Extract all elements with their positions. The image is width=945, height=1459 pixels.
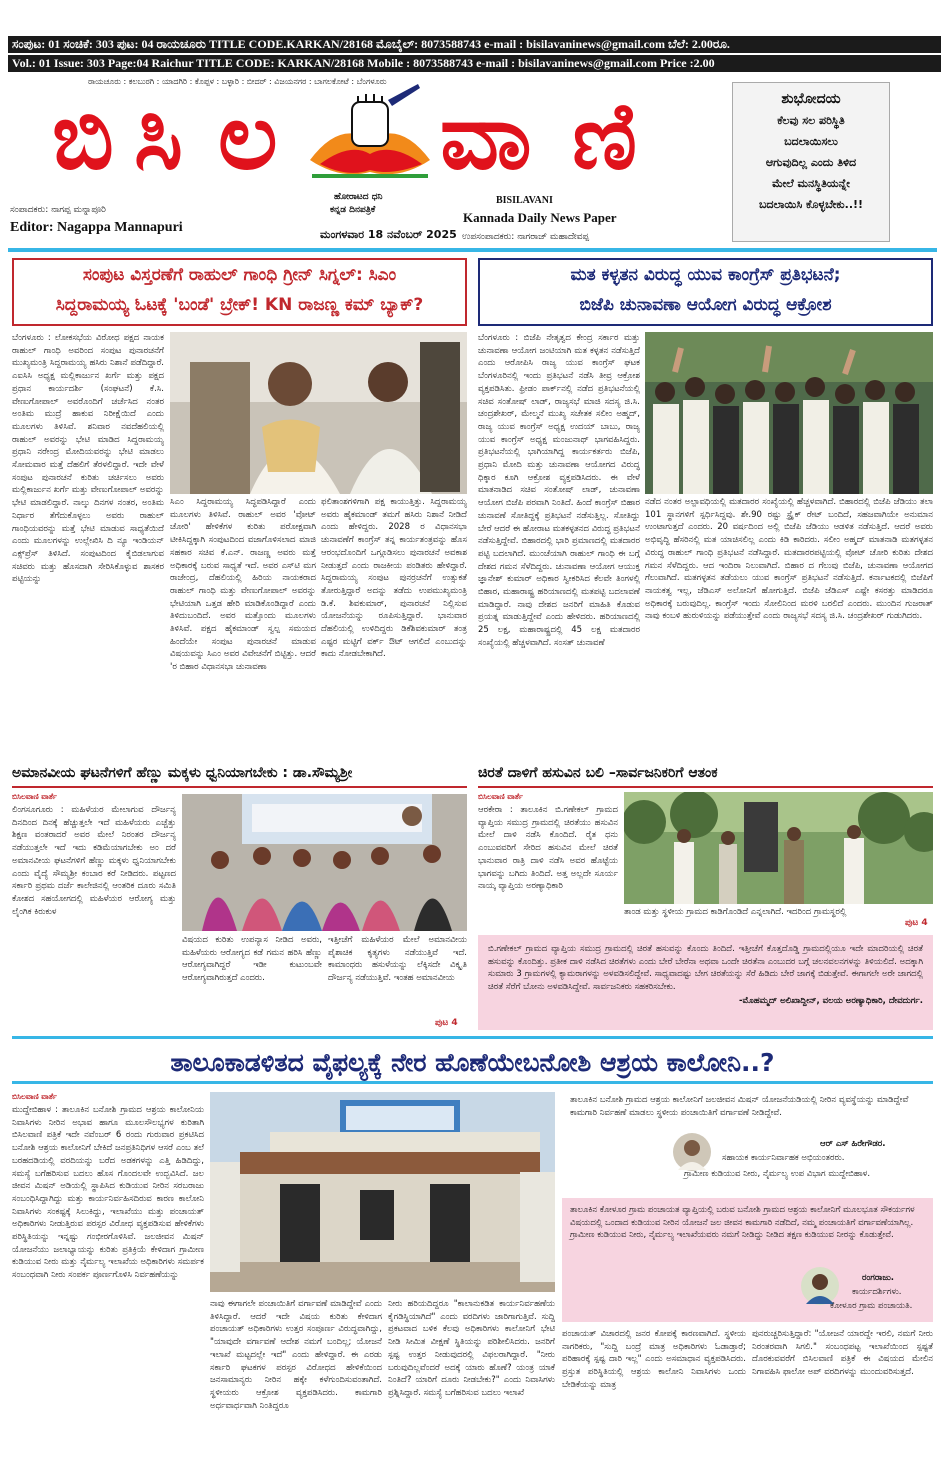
official-statement-box <box>478 935 933 1030</box>
thought-of-day-box <box>732 82 890 242</box>
tagline-daily: ಕನ್ನಡ ದಿನಪತ್ರಿಕೆ <box>330 205 376 215</box>
fist-pen-emblem <box>300 80 440 190</box>
thought-title: ಶುಭೋದಯ <box>781 91 841 107</box>
masthead-letter: ಣಿ <box>572 82 634 190</box>
headline-line: ಸಂಪುಟ ವಿಸ್ತರಣೆಗೆ ರಾಹುಲ್ ಗಾಂಧಿ ಗ್ರೀನ್ ಸಿಗ್ನಲ್: ಸಿಎಂ <box>82 265 397 285</box>
masthead-letter: ಬಿ <box>52 82 110 190</box>
story4-caption: ತಾಂಡ ಮತ್ತು ಸ್ಥಳೀಯ ಗ್ರಾಮದ ಕಾಡಿಗೊಂಡಿದೆ ಎನ್ನಲಾಗಿದೆ. ಇದರಿಂದ ಗ್ರಾಮಸ್ಥರಲ್ಲಿ <box>624 907 847 917</box>
issue-date: ಮಂಗಳವಾರ 18 ನವೆಂಬರ್ 2025 <box>320 228 457 241</box>
masthead-letter: ಲ <box>218 82 274 190</box>
thought-line: ಬದಲಾಯಿಸಲು <box>784 135 838 148</box>
continued-label: ಪುಟ 4 <box>435 1018 458 1028</box>
quote-role: ಸಹಾಯಕ ಕಾರ್ಯನಿರ್ವಾಹಕ ಅಭಿಯಂತರರು. <box>722 1153 845 1163</box>
protest-photo-image <box>645 332 933 494</box>
quote-text: ತಾಲೂಕಿನ ಕೋಳೂರ ಗ್ರಾಮ ಪಂಚಾಯತ ವ್ಯಾಪ್ತಿಯಲ್ಲಿ ಬರುವ ಬನೋಶಿ ಗ್ರಾಮದ ಆಶ್ರಯ ಕಾಲೋನಿಗೆ ಮೂಲಭೂತ ಸೌಕರ್ಯಗಳ ವಿಷಯದಲ್ಲಿ ಒಂದಾದ ಕುಡಿಯುವ ನೀರಿನ ಯೋಜನೆ ಜಲ ಜೀವನ ಕಾಮಗಾರಿ ನಡೆದಿದೆ, ನಮ್ಮ ಪಂಚಾಯತಿಗೆ ವರ್ಗಾವಣೆಯಾಗಿಲ್ಲ. ಗ್ರಾಮೀಣ ಕುಡಿಯುವ ನೀರು, ನೈರ್ಮಲ್ಯ ಇಲಾಖೆಯವರು ನಮಗೆ ನೀಡಿದ್ದು ನೀಡಿದ ತಕ್ಷಣ ಕುಡಿಯುವ ನೀರನ್ನು ಕೊಡುತ್ತೇವೆ. <box>570 1205 915 1241</box>
brand-english: BISILAVANI <box>496 195 553 206</box>
story3-column: ಇತ್ತೀಚೆಗೆ ಮಹಿಳೆಯರ ಮೇಲೆ ಅಮಾನವೀಯ ಪೈಶಾಚಿಕ ಕೃತ್ಯಗಳು ನಡೆಯುತ್ತಿವೆ ಇದೆ. ಕಾಮಾಂಧರು ಹಸುಳೆಯನ್ನು ಲೆಕ್ಕಿಸದೇ ವಿಕ್ಕೃತಿ ದೌರ್ಜನ್ಯ ನಡೆಯುತ್ತಿವೆ. ಇಂತಹ ಅಮಾನವೀಯ <box>328 935 467 984</box>
byline: ಬಿಸಿಲವಾಣಿ ವಾರ್ತೆ <box>478 792 523 801</box>
story2-column: ನಡೆದ ನಂತರ ಅಲ್ಪಾವಧಿಯಲ್ಲಿ ಮತದಾರರ ಸಂಖ್ಯೆಯಲ್ಲಿ ಹೆಚ್ಚಳವಾಗಿದೆ. ಬಿಹಾರದಲ್ಲಿ ಬಿಜೆಪಿ ಜೆಡಿಯು ತಲಾ 101 ಸ್ಥಾನಗಳಿಗೆ ಸ್ಪರ್ಧಿಸಿದ್ದವು. ಶೇ.90 ರಷ್ಟು ಸ್ಟ್ರೈಕ್ ರೇಟ್ ಬಂದಿದೆ, ಸಹಜವಾಗಿಯೇ ಅನುಮಾನ ಉಂಟಾಗುತ್ತದೆ ಎಂದರು. 20 ವರ್ಷದಿಂದ ಅಲ್ಲಿ ಬಿಜೆಪಿ ಜೆಡಿಯು ಆಡಳಿತ ನಡೆಸುತ್ತಿದೆ. ಆದರೆ ಅವರು ಅಭಿವೃದ್ಧಿ ಹೆಸರಿನಲ್ಲಿ ಮತ ಯಾಚಿಸಲಿಲ್ಲ ಎಂದು ಕಿಡಿ ಕಾರಿದರು. ಸಲೀಂ ಅಹ್ಮದ್ ಮಾತನಾಡಿ ಮತಗಳ್ಳತನ ವಿರುದ್ಧ ರಾಹುಲ್ ಗಾಂಧಿ ಪ್ರತಿಭಟನೆ ನಡೆಸಿದ್ದಾರೆ. ಮತದಾರರಪಟ್ಟಿಯಲ್ಲಿ ವೋಟ್ ಚೋರಿ ಕುರಿತು ದೇಶದ ಗಮನ ಸೆಳೆದಿದ್ದರು. ಆದ ಇಂದಿರಾ ನಿಲುವಾಗಿದೆ. ಬಿಹಾರ ದ ಗೆಲುವು ಬಿಜೆಪಿ, ಚುನಾವಣಾ ಆಯೋಗದ ಗೆಲುವಾಗಿದೆ. ಮತಗಳ್ಳತನ ತಡೆಯಲು ಯುವ ಕಾಂಗ್ರೆಸ್ ಪ್ರತಿಭಟನೆ ನಡೆಸುತ್ತಿದೆ. ಕರ್ನಾಟಕದಲ್ಲಿ ಬಿಜೆಪಿಗೆ ನಾಯಕತ್ವ ಇಲ್ಲ, ಜೆಡಿಎಸ್ ಅಲೋನಿಗೆ ಹೋಗುತ್ತಿದೆ. ಬಿಜೆಪಿ ಜೆಡಿಎಸ್ ಎಷ್ಟೇ ಕಸರತ್ತು ಮಾಡಿದರೂ ಅಧಿಕಾರಕ್ಕೆ ಬರುವುದಿಲ್ಲ. ಕಾಂಗ್ರೆಸ್ ಇಂದು ಸೋಲಿನಿಂದ ಮರಳಿ ಬರಲಿದೆ ಎಂದರು. ಮುಂದಿನ ಗುಜರಾತ್ ನಾವು ಕಂಬಳಿ ಹುರುಳಿಯನ್ನು ಪಡೆಯುತ್ತೇವೆ ಎಂದು ರಾಜ್ಯಸಭೆ ಸದಸ್ಯ ಜಿ.ಸಿ. ಚಂದ್ರಶೇಖರ್ ಗುಡುಗಿದರು. <box>645 497 933 622</box>
thought-line: ಮೇಲೆ ಮನಸ್ಥಿತಿಯನ್ನೇ <box>772 177 850 190</box>
topline-kannada: ಸಂಪುಟ: 01 ಸಂಚಿಕೆ: 303 ಪುಟ: 04 ರಾಯಚೂರು TITLE CODE.KARKAN/28168 ಮೊಬೈಲ್: 8073588743 e-mail : bisilavaninews@gmail.com ಬೆಲೆ: 2.00ರೂ. <box>8 36 941 53</box>
story4-photo <box>624 792 933 904</box>
masthead-letter: ವಾ <box>440 82 528 190</box>
official-quote-box-1 <box>562 1088 933 1192</box>
brand-english-sub: Kannada Daily News Paper <box>463 210 617 225</box>
topline-english: Vol.: 01 Issue: 303 Page:04 Raichur TITLE CODE: KARKAN/28168 Mobile : 8073588743 e-mail : bisilavaninews@gmail.com Price :2.00 <box>8 55 941 72</box>
thought-line: ಬದಲಾಯಿಸಿ ಕೊಳ್ಳಬೇಕು..!! <box>758 198 864 211</box>
story5-column: ನಾವು ಈಗಾಗಲೇ ಪಂಚಾಯಿತಿಗೆ ವರ್ಗಾವಣೆ ಮಾಡಿದ್ದೇವೆ ಎಂದು ತಿಳಿಸಿದ್ದಾರೆ. ಆದರೆ ಇದೇ ವಿಷಯ ಕುರಿತು ಕೇಳಿದಾಗ ಪಂಚಾಯತ್ ಅಧಿಕಾರಿಗಳು ಉತ್ತರ ಸಂಪೂರ್ಣ ವಿರುದ್ಧವಾಗಿದ್ದು, "ಯಾವುದೇ ವರ್ಗಾವಣೆ ಆದೇಶ ನಮಗೆ ಬಂದಿಲ್ಲ; ಯೋಜನೆ ಇಲಾಖೆ ಮಟ್ಟದಲ್ಲೇ ಇದೆ" ಎಂದು ಹೇಳಿದ್ದಾರೆ. ಈ ಎರಡು ಸರ್ಕಾರಿ ಘಟಕಗಳ ಪರಸ್ಪರ ವಿರೋಧದ ಹೇಳಿಕೆಯಿಂದ ಜನಸಾಮಾನ್ಯರು ನೀರಿನ ಹಕ್ಕೇ ಕಳೆಗುಂದಿಸುವಂತಾಗಿದೆ. ಸ್ಥಳೀಯರು ಆಕ್ರೋಶ ವ್ಯಕ್ತಪಡಿಸಿದರು. ಕಾಮಗಾರಿ ಅರ್ಧವಾರ್ಧವಾಗಿ ನಿಂತಿದ್ದರೂ <box>210 1299 382 1411</box>
story3-headline: ಅಮಾನವೀಯ ಘಟನೆಗಳಿಗೆ ಹೆಣ್ಣು ಮಕ್ಕಳು ಧ್ವನಿಯಾಗಬೇಕು : ಡಾ.ಸೌಮ್ಯಶ್ರೀ <box>12 765 353 781</box>
story3-column: ವಿಷಯದ ಕುರಿತು ಉಪನ್ಯಾಸ ನೀಡಿದ ಅವರು, ಮಹಿಳೆಯರು ಆರೋಗ್ಯದ ಕಡೆ ಗಮನ ಹರಿಸಿ ಹೆಣ್ಣು ಆರೋಗ್ಯವಾಗಿದ್ದರೆ ಇಡೀ ಕುಟುಂಬವೇ ಆರೋಗ್ಯವಾಗಿರುತ್ತದೆ ಎಂದರು. <box>182 935 322 984</box>
statement-text: ಬಿ.ಗಣೇಕಲ್ ಗ್ರಾಮದ ವ್ಯಾಪ್ತಿಯ ಸಮುದ್ರ ಗ್ರಾಮದಲ್ಲಿ ಚಿರತೆ ಹಸುವನ್ನು ಕೊಂದು ತಿಂದಿದೆ. ಇತ್ತೀಚೆಗೆ ಕೊತ್ತದೊಡ್ಡಿ ಗ್ರಾಮದಲ್ಲಿಯೂ ಇದೇ ಮಾದರಿಯಲ್ಲಿ ಚಿರತೆ ಹಸುವನ್ನು ಕೊಂದಿತ್ತು. ಪ್ರತೀಕ ದಾಳಿ ನಡೆಸಿದ ಚಿರತೆಗಳು ಎಂದು ಬೇರೆ ಬೇರೆನಾ ಅಥವಾ ಒಂದೇ ಚಿರತೆನಾ ಎಂಬುದರ ಬಗ್ಗೆ ಚಲನವಲನಗಳನ್ನು ತಿಳಿಯಲಿದೆ. ಅದಕ್ಕಾಗಿ ಸುಮಾರು 3 ಗ್ರಾಮಗಳಲ್ಲಿ ಕ್ಯಾಮರಾಗಳನ್ನು ಅಳವಡಿಸಲಿದ್ದೇವೆ. ಸಾಧ್ಯವಾದಷ್ಟು ಬೇಗ ಚಿರತೆಯನ್ನು ಸೆರೆ ಹಿಡಿದು ಬೇರೆ ಜಾಗಕ್ಕೆ ಬಿಡುತ್ತೇವೆ. ಈಗಾಗಲೇ ಅರೇ ಜಾಗದಲ್ಲಿ ಚಿರತೆ ಸೆರೆಗೆ ಬೋನು ಅಳವಡಿಸಿದ್ದೇವೆ. ಸಾರ್ವಜನಿಕರು ಸಹಕರಿಸಬೇಕು. <box>488 944 923 992</box>
divider <box>478 786 933 788</box>
story5-column: ನೀರು ಹರಿಯದಿದ್ದರೂ "ಕಾಲಾನುಕಡಿತ ಕಾರ್ಯನಿರ್ವಹಣೆಯ ಕೈಗಡಿಸ್ಥಿಯಾಗಿದೆ" ಎಂದು ವರದಿಗಳು ಜಾರಿಗಾಗುತ್ತಿವೆ. ಸುದ್ದಿ ಪ್ರಕಟವಾದ ಬಳಿಕ ಕೆಲವು ಅಧಿಕಾರಿಗಳು ಕಾಲೋನಿಗೆ ಭೇಟಿ ನೀಡಿ ಸೀಮಿತ ವೀಕ್ಷಣೆ ಸ್ಥಿತಿಯನ್ನು ಪರಿಶೀಲಿಸಿದರು. ಜನರಿಗೆ ಸ್ಪಷ್ಟ ಉತ್ತರ ನೀಡುವುದರಲ್ಲಿ ವಿಫಲರಾಗಿದ್ದಾರೆ. "ನೀರು ಬರುವುದಿಲ್ಲವೆಂದರೆ ಅದಕ್ಕೆ ಯಾರು ಹೊಣೆ? ಯಂತ್ರ ಯಾಕೆ ನಿಂತಿದೆ? ಯಾರಿಗೆ ದೂರು ನೀಡಬೇಕು?" ಎಂದು ನಿವಾಸಿಗಳು ಪ್ರಶ್ನಿಸಿದ್ದಾರೆ. ಸಮಸ್ಯೆ ಬಗೆಹರಿಸುವ ಬದಲು ಇಲಾಖೆ <box>388 1299 555 1398</box>
divider <box>12 786 467 788</box>
leaders-photo-image <box>170 332 467 494</box>
story2-photo <box>645 332 933 494</box>
story1-column: ಬೆಂಗಳೂರು : ಲೋಕಸಭೆಯ ವಿರೋಧ ಪಕ್ಷದ ನಾಯಕ ರಾಹುಲ್ ಗಾಂಧಿ ಅವರಿಂದ ಸಂಪುಟ ಪುನಾರಚನೆಗೆ ಮುಖ್ಯಮಂತ್ರಿ ಸಿದ್ದರಾಮಯ್ಯ ಹಸಿರು ನಿಶಾನೆ ಪಡೆದಿದ್ದಾರೆ. ಎಐಸಿಸಿ ಅಧ್ಯಕ್ಷ ಮಲ್ಲಿಕಾರ್ಜುನ ಖರ್ಗೆ ಮತ್ತು ಪಕ್ಷದ ಪ್ರಧಾನ ಕಾರ್ಯದರ್ಶಿ (ಸಂಘಟನೆ) ಕೆ.ಸಿ. ವೇಣುಗೋಪಾಲ್ ಅವರೊಂದಿಗೆ ಚರ್ಚೆಸಿದ ನಂತರ ಅಂತಿಮ ಮುದ್ರೆ ಹಾಕುವ ನಿರೀಕ್ಷೆಯಿದೆ ಎಂದು ಮೂಲಗಳು ತಿಳಿಸಿವೆ. ಶನಿವಾರ ನವದೆಹಲಿಯಲ್ಲಿ ರಾಹುಲ್ ಅವರನ್ನು ಭೇಟಿ ಮಾಡಿದ ಸಿದ್ದರಾಮಯ್ಯ ಪ್ರಧಾನಿ ನರೇಂದ್ರ ಮೋದಿಯವರನ್ನು ಭೇಟಿ ಮಾಡಲು ಸೋಮವಾರ ಮತ್ತೆ ದೆಹಲಿಗೆ ತೆರಳಲಿದ್ದಾರೆ. ಇದೇ ವೇಳೆ ಸಂಪುಟ ಪುನಾರಚನೆ ಕುರಿತು ಚರ್ಚಿಸಲು ಅವರು ಮಲ್ಲಿಕಾರ್ಜುನ ಖರ್ಗೆ ಮತ್ತು ವೇಣುಗೋಪಾಲ್ ಅವರನ್ನು ಭೇಟಿ ಮಾಡಲಿದ್ದಾರೆ. ನಾಲ್ಕು ದಿನಗಳ ನಂತರ, ಅಂತಿಮ ನಿರ್ಧಾರ ತೆಗೆದುಕೊಳ್ಳಲು ಅವರು ರಾಹುಲ್ ಗಾಂಧಿಯವರನ್ನು ಮತ್ತೆ ಭೇಟಿ ಮಾಡುವ ಸಾಧ್ಯತೆಯಿದೆ ಎಂದು ಮೂಲಗಳನ್ನು ಉಲ್ಲೇಖಿಸಿ ದಿ ನ್ಯೂ ಇಂಡಿಯನ್ ಎಕ್ಸ್‌ಪ್ರೆಸ್ ತಿಳಿಸಿದೆ. ಸಂಪುಟದಿಂದ ಕೈಬಿಡಲಾಗುವ ಸಚಿವರು ಮತ್ತು ಹೊಸದಾಗಿ ಸೇರಿಸಿಕೊಳ್ಳುವ ಶಾಸಕರ ಪಟ್ಟಿಯನ್ನು <box>12 333 164 585</box>
event-photo-image <box>182 794 467 931</box>
continued-label: ಪುಟ 4 <box>905 918 928 928</box>
story3-column: ಲಿಂಗಸೂಗೂರು : ಮಹಿಳೆಯರ ಮೇಲಾಗುವ ದೌರ್ಜನ್ಯ ದಿನದಿಂದ ದಿನಕ್ಕೆ ಹೆಚ್ಚುತ್ತಲೇ ಇದೆ ಮಹಿಳೆಯರು ಎಚ್ಚೆತ್ತು ಶಿಕ್ಷಣ ವಂತರಾದರೆ ಅವರ ಮೇಲೆ ನಿರಂತರ ದೌರ್ಜನ್ಯ ನಡೆಯುತ್ತಲೇ ಇದೆ ಇದು ಕಡಿಮೆಯಾಗಬೇಕು ಅಂ ದರೆ ಅಮಾನವೀಯ ಘಟನೆಗಳಿಗೆ ಹೆಣ್ಣು ಮಕ್ಕಳು ಧ್ವನಿಯಾಗಬೇಕು ಎಂದು ವೈದ್ಯೆ ಸೌಮ್ಯಶ್ರೀ ಕಂಬಾರ ಕರೆ ನೀಡಿದರು. ಪಟ್ಟಣದ ಸರ್ಕಾರಿ ಪ್ರಥಮ ದರ್ಜೆ ಕಾಲೇಜಿನಲ್ಲಿ ಆಂತರಿಕ ದೂರು ಸಮಿತಿ ಕೋಶದ ಸಹಯೋಗದಲ್ಲಿ ಮಹಿಳೆಯರ ಆರೋಗ್ಯ ಮತ್ತು ಲೈಂಗಿಕ ಕಿರುಕುಳ <box>12 805 176 917</box>
story5-photo <box>210 1092 555 1292</box>
story3-photo <box>182 794 467 931</box>
headline-line: ಬಿಜೆಪಿ ಚುನಾವಣಾ ಆಯೋಗ ವಿರುದ್ಧ ಆಕ್ರೋಶ <box>579 295 832 315</box>
byline: ಬಿಸಿಲವಾಣಿ ವಾರ್ತೆ <box>12 1092 57 1101</box>
sub-editor: ಉಪಸಂಪಾದಕರು: ನಾಗರಾಜ್ ಮಹಾದೇವಪ್ಪ <box>462 232 589 242</box>
quote-name: ರಂಗರಾಜು. <box>862 1273 895 1283</box>
quote-role: ಕಾರ್ಯದರ್ಶಿಗಳು. <box>852 1287 902 1297</box>
tagline: ಹೋರಾಟದ ಧನಿ <box>334 192 383 202</box>
story2-headline <box>478 258 933 326</box>
thought-line: ಕೆಲವು ಸಲ ಪರಿಸ್ಥಿತಿ <box>777 114 845 127</box>
statement-signature: -ಮೊಹಮ್ಮದ್ ಅಲಿಖಾದ್ದೀನ್, ವಲಯ ಅರಣ್ಯಾಧಿಕಾರಿ, ದೇವದುರ್ಗ. <box>739 996 923 1006</box>
thought-line: ಆಗುವುದಿಲ್ಲ ಎಂದು ತಿಳಿದ <box>765 156 857 169</box>
editor-english: Editor: Nagappa Mannapuri <box>10 220 183 235</box>
story2-column: ಬೆಂಗಳೂರು : ಬಿಜೆಪಿ ನೇತೃತ್ವದ ಕೇಂದ್ರ ಸರ್ಕಾರ ಮತ್ತು ಚುನಾವಣಾ ಆಯೋಗ ಜಂಟಿಯಾಗಿ ಮತ ಕಳ್ಳತನ ನಡೆಸುತ್ತಿದೆ ಎಂದು ಆರೋಪಿಸಿ ರಾಜ್ಯ ಯುವ ಕಾಂಗ್ರೆಸ್ ಘಟಕ ಬೆಂಗಳೂರಿನಲ್ಲಿ ಇಂದು ಪ್ರತಿಭಟನೆ ನಡೆಸಿ ತೀವ್ರ ಆಕ್ರೋಶ ವ್ಯಕ್ತಪಡಿಸಿತು. ಫ್ರೀಡಂ ಪಾರ್ಕ್‌ನಲ್ಲಿ ನಡೆದ ಪ್ರತಿಭಟನೆಯಲ್ಲಿ ಸಚಿವ ಸಂತೋಷ್ ಲಾಡ್, ರಾಜ್ಯಸಭೆ ಮಾಜಿ ಸದಸ್ಯ ಜಿ.ಸಿ. ಚಂದ್ರಶೇಖರ್, ಮೇಲ್ಮನೆ ಮುಖ್ಯ ಸಚೇತಕ ಸಲೀಂ ಅಹ್ಮದ್, ರಾಜ್ಯ ಯುವ ಕಾಂಗ್ರೆಸ್ ಅಧ್ಯಕ್ಷ ಉದಯ್ ಬಾಬು, ರಾಜ್ಯ ಯುವ ಕಾಂಗ್ರೆಸ್ ಅಧ್ಯಕ್ಷ ಮಂಜುನಾಥ್ ಭಾಗವಹಿಸಿದ್ದರು. ಪ್ರತಿಭಟನೆಯಲ್ಲಿ ಭಾಗಿಯಾಗಿದ್ದ ಕಾರ್ಯಕರ್ತರು ಬಿಜೆಪಿ, ಪ್ರಧಾನಿ ಮೋದಿ ಮತ್ತು ಚುನಾವಣಾ ಆಯೋಗದ ವಿರುದ್ಧ ಧಿಕ್ಕಾರ ಕೂಗಿ ಆಕ್ರೋಶ ವ್ಯಕ್ತಪಡಿಸಿದರು. ಈ ವೇಳೆ ಮಾತನಾಡಿದ ಸಚಿವ ಸಂತೋಷ್ ಲಾಡ್, ಚುನಾವಣಾ ಆಯೋಗ ಬಿಜೆಪಿ ಪರವಾಗಿ ನಿಂತಿದೆ. ಹಿಂದೆ ಕಾಂಗ್ರೆಸ್ ಬಿಹಾರ ಚುನಾವಣೆ ಸೋತಿದ್ದಕ್ಕೆ ಪ್ರತಿಭಟನೆ ನಡೆಸುತ್ತಿಲ್ಲ. ಸೋತಿದ್ದು ಬೇರೆ ಆದರೆ ಈ ಹೋರಾಟ ಮತಕಳ್ಳತನದ ವಿರುದ್ಧ ಪ್ರತಿಭಟನೆ ನಡೆಸುತ್ತಿದ್ದೇವೆ. ಬಿಹಾರದಲ್ಲಿ ಭಾರಿ ಪ್ರಮಾಣದಲ್ಲಿ ಮತದಾರರ ಪಟ್ಟಿ ಬದಲಾಗಿದೆ. ಮುಂಚೆಯಾಗಿ ರಾಹುಲ್ ಗಾಂಧಿ ಈ ಬಗ್ಗೆ ದೇಶದ ಗಮನ ಸೆಳೆದಿದ್ದರು. ಚುನಾವಣಾ ಆಯೋಗ ಆಯುಕ್ತ ಜ್ಞಾನೇಶ್ ಕುಮಾರ್ ಅಧಿಕಾರ ಸ್ವೀಕರಿಸಿದ ಕೆಲವೇ ತಿಂಗಳಲ್ಲಿ ಬಿಹಾರ, ಮಹಾರಾಷ್ಟ್ರ ಹರಿಯಾಣದಲ್ಲಿ ಮತಪಟ್ಟಿ ಬದಲಾವಣೆ ಮಾಡಿದ್ದಾರೆ. ನಾವು ದೇಶದ ಜನರಿಗೆ ಮಾಹಿತಿ ಕೊಡುವ ಪ್ರಯತ್ನ ಮಾಡುತ್ತಿದ್ದೇವೆ ಎಂದು ಹೇಳಿದರು. ಹರಿಯಾಣದಲ್ಲಿ 25 ಲಕ್ಷ, ಮಹಾರಾಷ್ಟ್ರದಲ್ಲಿ 45 ಲಕ್ಷ ಮತದಾರರ ಸಂಖ್ಯೆಯಲ್ಲಿ ಹೆಚ್ಚಳವಾಗಿದೆ. ಸಂಸತ್ ಚುನಾವಣೆ <box>478 333 640 648</box>
divider <box>8 248 937 252</box>
quote-department: ಗ್ರಾಮೀಣ ಕುಡಿಯುವ ನೀರು, ನೈರ್ಮಲ್ಯ ಉಪ ವಿಭಾಗ ಮುದ್ದೇಬಿಹಾಳ. <box>684 1169 871 1179</box>
byline: ಬಿಸಿಲವಾಣಿ ವಾರ್ತೆ <box>12 792 57 801</box>
quote-text: ತಾಲೂಕಿನ ಬನೋಶಿ ಗ್ರಾಮದ ಆಶ್ರಯ ಕಾಲೋನಿಗೆ ಜಲಜೀವನ ಮಿಷನ್ ಯೋಜನೆಯಡಿಯಲ್ಲಿ ನೀರಿನ ವ್ಯವಸ್ಥೆಯನ್ನು ಮಾಡಿದ್ದೇವೆ ಕಾಮಗಾರಿ ನಿರ್ವಹಣೆ ಮಾಡಲು ಸ್ಥಳೀಯ ಪಂಚಾಯಿತಿಗೆ ವರ್ಗಾವಣೆ ನೀಡಿದ್ದೇವೆ. <box>570 1095 909 1118</box>
story1-column: ಫಲಿತಾಂಶಗಳಿಗಾಗಿ ಪಕ್ಷ ಕಾಯುತ್ತಿತ್ತು. ಸಿದ್ದರಾಮಯ್ಯ ಅವರು ಹೈಕಮಾಂಡ್ ತಮಗೆ ಹಸಿರು ನಿಶಾನೆ ನೀಡಿದೆ ಎಂದು ಹೇಳಿದ್ದರು. 2028 ರ ವಿಧಾನಸಭಾ ಚುನಾವಣೆಗೆ ಕಾಂಗ್ರೆಸ್ ತನ್ನ ಕಾರ್ಯತಂತ್ರವನ್ನು ಹೊಸ ಆರಂಭದೊಂದಿಗೆ ಒಗ್ಗೂಡಿಸಲು ಪುನಾರಚನೆ ಅವಕಾಶ ನೀಡುತ್ತದೆ ಎಂದು ರಾಜಕೀಯ ಪಂಡಿತರು ಹೇಳಿದ್ದಾರೆ. ಸಿದ್ದರಾಮಯ್ಯ ಸಂಪುಟ ಪುನರ್ರಚನೆಗೆ ಉತ್ಸುಕತೆ ತೋರುತ್ತಿದ್ದಾರೆ ಅದನ್ನು ತಡೆದು ಉಪಮುಖ್ಯಮಂತ್ರಿ ಡಿ.ಕೆ. ಶಿವಕುಮಾರ್, ಪುನಾರಚನೆ ನಿಲ್ಲಿಸುವ ಯೋಜನೆಯನ್ನು ರೂಪಿಸುತ್ತಿದ್ದಾರೆ. ಭಾನುವಾರ ದೆಹಲಿಯಲ್ಲಿ ಉಳಿದಿದ್ದರು ಡಿಕೆಶಿವಕುಮಾರ್ ತಂತ್ರ ಎಷ್ಟರ ಮಟ್ಟಿಗೆ ವರ್ಕ್ ಔಟ್ ಆಗಲಿದೆ ಎಂಬುದನ್ನು ಕಾದು ನೋಡಬೇಕಾಗಿದೆ. <box>321 497 467 660</box>
story4-column: ಆರಕೇರಾ : ತಾಲೂಕಿನ ಬಿ.ಗಣೇಕಲ್ ಗ್ರಾಮದ ವ್ಯಾಪ್ತಿಯ ಸಮುದ್ರ ಗ್ರಾಮದಲ್ಲಿ ಚಿರತೆಯು ಹಸುವಿನ ಮೇಲೆ ದಾಳಿ ನಡೆಸಿ ಕೊಂದಿದೆ. ರೈತ ಧನು ಎಂಬುವವರಿಗೆ ಸೇರಿದ ಹಸುವಿನ ಮೇಲೆ ಚಿರತೆ ಭಾನುವಾರ ರಾತ್ರಿ ದಾಳಿ ನಡೆಸಿ ಅವರ ಹೊಟ್ಟೆಯ ಭಾಗವನ್ನು ಬಗಿದು ತಿಂದಿದೆ. ಅತ್ತ ಅಲ್ಲದೇ ಸೂರ್ಯ ನಾಯ್ಕ ವ್ಯಾಪ್ತಿಯ ಅರಣ್ಯಾಧಿಕಾರಿ <box>478 805 618 892</box>
story1-photo <box>170 332 467 494</box>
quote-department: ಕೋಳೂರ ಗ್ರಾಮ ಪಂಚಾಯತಿ. <box>830 1301 913 1311</box>
story5-column: ಪಂಚಾಯತ್ ವಿಚಾರದಲ್ಲಿ ಜನರ ಕೋಪಕ್ಕೆ ಕಾರಣವಾಗಿದೆ. ಸ್ಥಳೀಯ ನಾಗರಿಕರು, "ಸುದ್ದಿ ಬಂದ್ರೆ ಮಾತ್ರ ಅಧಿಕಾರಿಗಳು ಓಡಾಡ್ತಾರೆ; ಪರಿಹಾರಕ್ಕೆ ಸ್ಪಷ್ಟ ದಾರಿ ಇಲ್ಲ" ಎಂದು ಅಸಮಾಧಾನ ವ್ಯಕ್ತಪಡಿಸಿದರು. ಪ್ರಸ್ತುತ ಪರಿಸ್ಥಿತಿಯಲ್ಲಿ ಆಶ್ರಯ ಕಾಲೋನಿ ನಿವಾಸಿಗಳು ಒಂದು ಬೇಡಿಕೆಯನ್ನು ಮಾತ್ರ <box>562 1329 746 1390</box>
story5-headline: ತಾಲೂಕಾಡಳಿತದ ವೈಫಲ್ಯಕ್ಕೆ ನೇರ ಹೊಣೆಯೇಬನೋಶಿ ಆಶ್ರಯ ಕಾಲೋನಿ..? <box>12 1036 933 1084</box>
leopard-site-photo-image <box>624 792 933 904</box>
story5-column: ಪುನರುಚ್ಚರಿಸುತ್ತಿದ್ದಾರೆ: "ಯೋಜನೆ ಯಾರದ್ದೇ ಇರಲಿ, ನಮಗೆ ನೀರು ನಿರಂತರವಾಗಿ ಸಿಗಲಿ." ಸಂಬಂಧಪಟ್ಟ ಇಲಾಖೆಯಿಂದ ಸ್ಪಷ್ಟತೆ ದೊರಕುವವರೆಗೆ ಬಿಸಿಲವಾಣಿ ಪತ್ರಿಕೆ ಈ ವಿಷಯದ ಮೇಲಿನ ನಿಗಾವಹಿಸಿ ಫಾಲೋ ಅಪ್ ವರದಿಗಳನ್ನು ಮುಂದುವರಿಸುತ್ತದೆ. <box>752 1329 933 1378</box>
quote-name: ಆರ್ ಎಸ್ ಹಿರೇಗೌಡರ. <box>820 1139 886 1149</box>
story1-headline <box>12 258 467 326</box>
headline-line: ಸಿದ್ದರಾಮಯ್ಯ ಓಟಕ್ಕೆ 'ಬಂಡೆ' ಬ್ರೇಕ್! KN ರಾಜಣ್ಣ ಕಮ್ ಬ್ಯಾಕ್? <box>55 295 424 315</box>
masthead-letter: ಸಿ <box>134 82 179 190</box>
editor-kannada: ಸಂಪಾದಕರು: ನಾಗಪ್ಪ ಮನ್ನಾಪೂರಿ <box>10 205 106 215</box>
story1-column: ಸಿಎಂ ಸಿದ್ದರಾಮಯ್ಯ ಸಿದ್ಧಪಡಿಸಿದ್ದಾರೆ ಎಂದು ಮೂಲಗಳು ತಿಳಿಸಿವೆ. ರಾಹುಲ್ ಅವರ 'ವೋಟ್ ಚೋರಿ' ಹೇಳಿಕೆಗಳ ಕುರಿತು ಪರೋಕ್ಷವಾಗಿ ಟೀಕಿಸಿದ್ದಕ್ಕಾಗಿ ಸಂಪುಟದಿಂದ ವಜಾಗೊಳಿಸಲಾದ ಮಾಜಿ ಸಹಕಾರ ಸಚಿವ ಕೆ.ಎನ್. ರಾಜಣ್ಣ ಅವರು ಮತ್ತೆ ಅಧಿಕಾರಕ್ಕೆ ಬರುವ ಸಾಧ್ಯತೆ ಇದೆ. ಅವರ ಎಸ್‌ಟಿ ಮಗ ರಾಜೇಂದ್ರ, ದೆಹಲಿಯಲ್ಲಿ ಹಿರಿಯ ನಾಯಕರಾದ ರಾಹುಲ್ ಗಾಂಧಿ ಮತ್ತು ವೇಣುಗೋಪಾಲ್ ಅವರನ್ನು ಭೇಟಿಯಾಗಿ ಒತ್ತಡ ಹೇರಿ ಮಾಡಿಕೊಂಡಿದ್ದಾರೆ ಎಂದು ತಿಳಿದುಬಂದಿದೆ. ಅವರ ಮತ್ತೊಂದು ಮೂಲಗಳು ತಿಳಿಸಿವೆ. ಪಕ್ಷದ ಹೈಕಮಾಂಡ್ ಸ್ವಲ್ಪ ಸಮಯದ ಹಿಂದೆಯೇ ಸಂಪುಟ ಪುನಾರಚನೆ ಮಾಡುವ ವಿಷಯವನ್ನು ಸಿಎಂ ಅವರ ವಿವೇಚನೆಗೆ ಬಿಟ್ಟಿತ್ತು. ಆದರೆ 'ರ ಬಿಹಾರ ವಿಧಾನಸಭಾ ಚುನಾವಣಾ <box>170 497 316 673</box>
official-quote-box-2 <box>562 1198 933 1322</box>
cities-line: ರಾಯಚೂರು : ಕಲಬುರಗಿ : ಯಾದಗಿರಿ : ಕೊಪ್ಪಳ : ಬಳ್ಳಾರಿ : ಬೀದರ್ : ವಿಜಯನಗರ : ಬಾಗಲಕೋಟೆ : ಬೆಂಗಳೂರು <box>88 77 387 86</box>
headline-line: ಮತ ಕಳ್ಳತನ ವಿರುದ್ಧ ಯುವ ಕಾಂಗ್ರೆಸ್ ಪ್ರತಿಭಟನೆ; <box>570 265 841 285</box>
official-avatar <box>672 1132 712 1172</box>
story4-headline: ಚಿರತೆ ದಾಳಿಗೆ ಹಸುವಿನ ಬಲಿ –ಸಾರ್ವಜನಿಕರಿಗೆ ಆತಂಕ <box>478 765 718 781</box>
colony-building-photo-image <box>210 1092 555 1292</box>
story5-column: ಮುದ್ದೇಬಿಹಾಳ : ತಾಲೂಕಿನ ಬನೋಶಿ ಗ್ರಾಮದ ಆಶ್ರಯ ಕಾಲೋನಿಯ ನಿವಾಸಿಗಳು ನೀರಿನ ಅಭಾವ ಹಾಗೂ ಮೂಲಸೌಲಭ್ಯಗಳ ಕುರಿತಾಗಿ ಬಿಸಿಲವಾಣಿ ಪತ್ರಿಕೆ ಇದೇ ನವೆಂಬರ್ 6 ರಂದು ಗುರುವಾರ ಪ್ರಕಟಿಸಿದ ಬನೋಶಿ ಆಶ್ರಯ ಕಾಲೋನಿಗೆ ಬೇಕಿದೆ ಜನಪ್ರತಿನಿಧಿಗಳ ಆಸರೆ ಎಂಬ ತಲೆ ಬರಹದಡಿಯಲ್ಲಿ ವರದಿಯನ್ನು ಬರೆದ ಅಡಕಗಳನ್ನು ಎತ್ತಿ ಹಿಡಿದಿದ್ದು, ಸಮಸ್ಯೆ ಬಗೆಹರಿಸುವ ಬದಲು ಹೊಸ ಗೊಂದಲವೇ ಉದ್ಭವಿಸಿದೆ. ಜಲ ಜೀವನ ಮಿಷನ್ ಅಡಿಯಲ್ಲಿ ಸ್ಥಾಪಿಸಿದ ಕುಡಿಯುವ ನೀರಿನ ಸರಬರಾಜು ಸಂಬಂಧಿಸಿದ್ದಾಗಿದ್ದು ಮತ್ತು ಕಾರ್ಯನಿರ್ವಹಿಸದಿರುವ ಕಾರಣ ಕಾಲೋನಿ ನಿವಾಸಿಗಳು ಸಂಕಷ್ಟಕ್ಕೆ ಸಿಲುಕಿದ್ದು, ಇಲಾಖೆಯು ಮತ್ತು ಪಂಚಾಯತ್ ಅಧಿಕಾರಿಗಳು ನೀಡುತ್ತಿರುವ ಪರಸ್ಪರ ವಿರೋಧ ವ್ಯಕ್ತಪಡಿಸುವ ಹೇಳಿಕೆಗಳು ಪರಿಸ್ಥಿತಿಯನ್ನು ಇನ್ನಷ್ಟು ಗಂಭೀರಗೊಳಿಸಿವೆ. ಜಲಜೀವನ ಮಿಷನ್ ಯೋಜನೆಯು ಜಲಾಭ್ಯಾಯನ್ನು ಕುರಿತು ಪ್ರತಿಕ್ರಿಯೆ ಕೇಳಿದಾಗ ಗ್ರಾಮೀಣ ಕುಡಿಯುವ ನೀರು ಮತ್ತು ನೈರ್ಮಲ್ಯ ಇಲಾಖೆಯ ಅಧಿಕಾರಿಗಳು ಸಮರ್ಪಕ ಸಂಬಂಧವಾಗಿ ನೀರು ಸಂಪರ್ಕ ಪೂರ್ಣಗೊಳಿಸಿ ನಿರ್ವಹಣೆಯನ್ನು <box>12 1105 204 1281</box>
